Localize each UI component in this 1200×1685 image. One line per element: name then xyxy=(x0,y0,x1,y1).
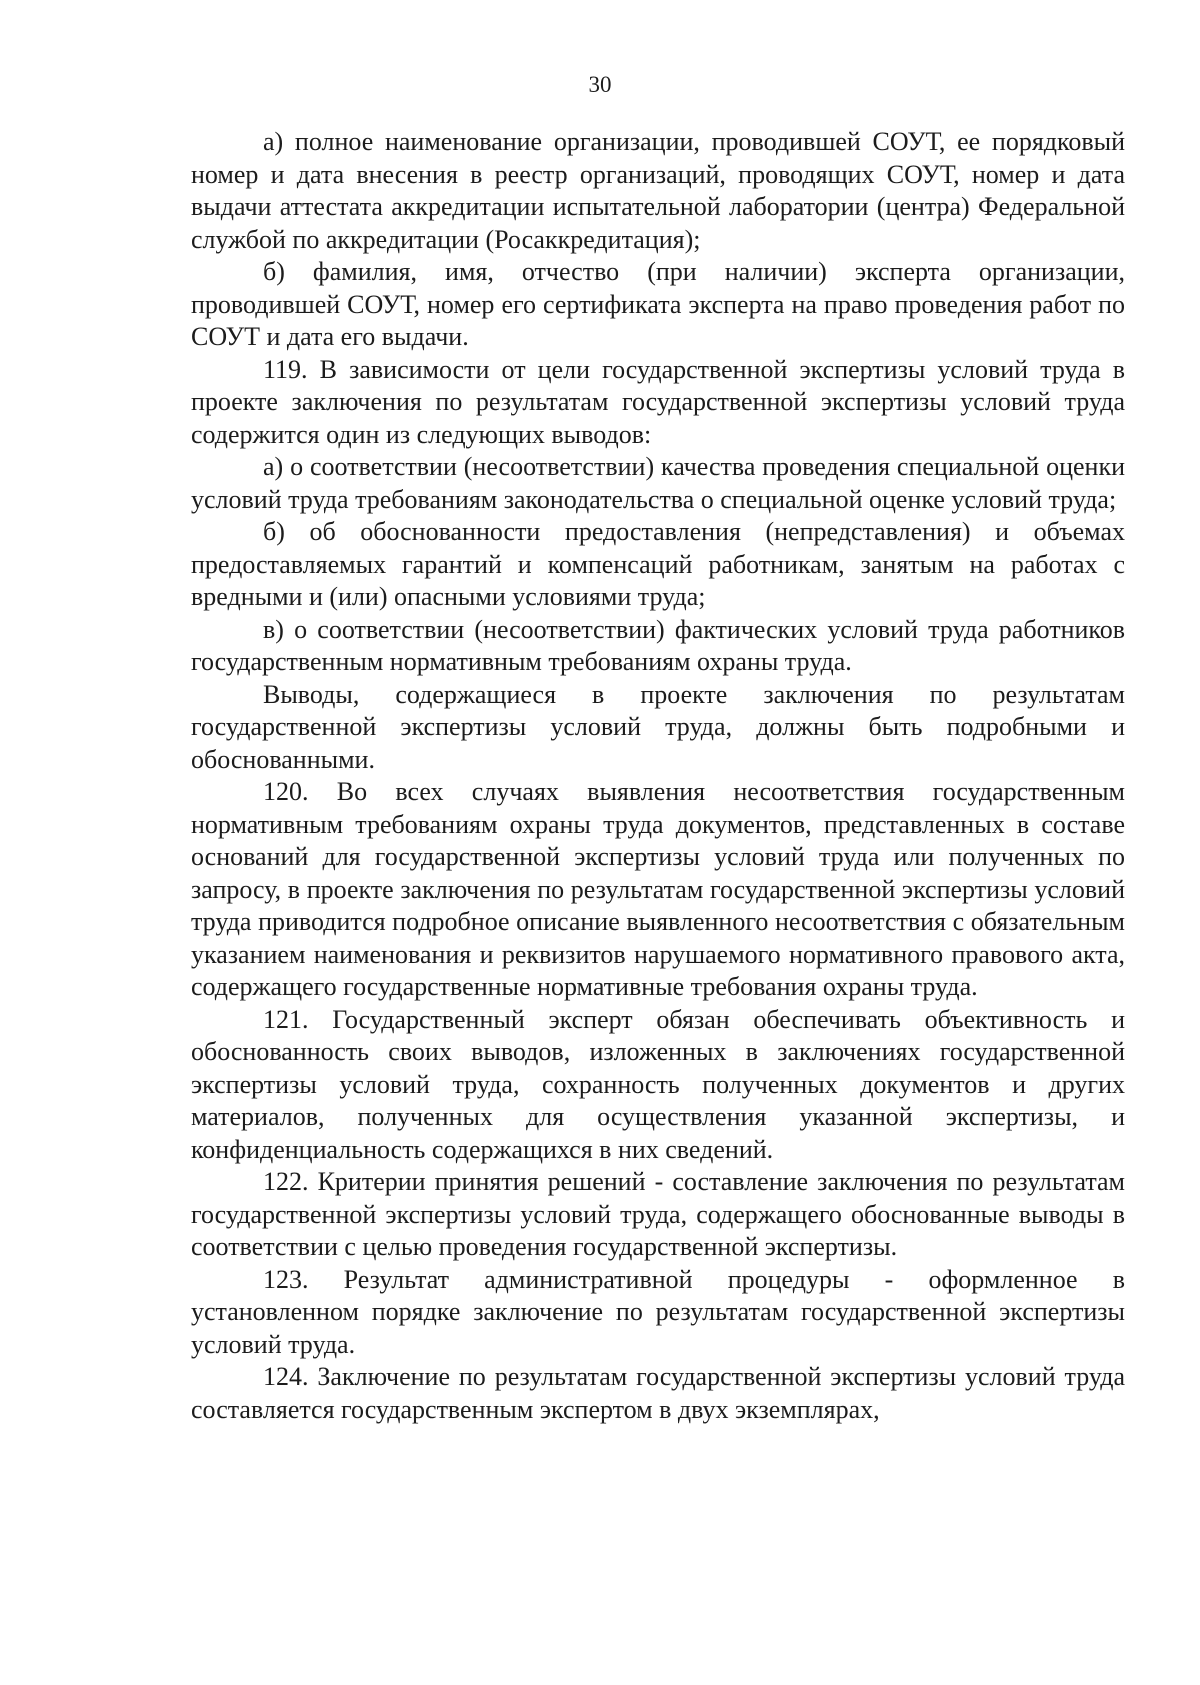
page-number: 30 xyxy=(588,72,612,97)
paragraph-conclusions: Выводы, содержащиеся в проекте заключения по результатам государственной экспертизы условий труда, должны быть подробными и обоснованными. xyxy=(191,679,1125,774)
document-body xyxy=(191,126,1125,1426)
paragraph-119-b: б) об обоснованности предоставления (непредставления) и объемах предоставляемых гарантий и компенсаций работникам, занятым на работах с вредными и (или) опасными условиями труда; xyxy=(191,517,1125,611)
paragraph-120: 120. Во всех случаях выявления несоответствия государственным нормативным требованиям охраны труда документов, представленных в составе оснований для государственной экспертизы условий труда или полученных по запросу, в проекте заключения по результатам государственной экспертизы условий труда приводится подробное описание выявленного несоответствия с обязательным указанием наименования и реквизитов нарушаемого нормативного правового акта, содержащего государственные нормативные требования охраны труда. xyxy=(191,777,1125,1001)
paragraph-b-expert-details: б) фамилия, имя, отчество (при наличии) эксперта организации, проводившей СОУТ, номер его сертификата эксперта на право проведения работ по СОУТ и дата его выдачи. xyxy=(191,257,1125,351)
paragraph-124: 124. Заключение по результатам государственной экспертизы условий труда составляется государственным экспертом в двух экземплярах, xyxy=(191,1362,1125,1424)
paragraph-121: 121. Государственный эксперт обязан обеспечивать объективность и обоснованность своих выводов, изложенных в заключениях государственной экспертизы условий труда, сохранность полученных документов и других материалов, полученных для осуществления указанной экспертизы, и конфиденциальность содержащихся в них сведений. xyxy=(191,1004,1125,1164)
paragraph-123: 123. Результат административной процедуры - оформленное в установленном порядке заключение по результатам государственной экспертизы условий труда. xyxy=(191,1264,1125,1359)
paragraph-a-organization-details: а) полное наименование организации, проводившей СОУТ, ее порядковый номер и дата внесения в реестр организаций, проводящих СОУТ, номер и дата выдачи аттестата аккредитации испытательной лаборатории (центра) Федеральной службой по аккредитации (Росаккредитация); xyxy=(191,127,1125,254)
paragraph-119-a: а) о соответствии (несоответствии) качества проведения специальной оценки условий труда требованиям законодательства о специальной оценке условий труда; xyxy=(191,452,1125,514)
paragraph-119: 119. В зависимости от цели государственной экспертизы условий труда в проекте заключения по результатам государственной экспертизы условий труда содержится один из следующих выводов: xyxy=(191,354,1125,449)
paragraph-119-v: в) о соответствии (несоответствии) фактических условий труда работников государственным нормативным требованиям охраны труда. xyxy=(191,614,1125,676)
paragraph-122: 122. Критерии принятия решений - составление заключения по результатам государственной экспертизы условий труда, содержащего обоснованные выводы в соответствии с целью проведения государственной экспертизы. xyxy=(191,1167,1125,1261)
